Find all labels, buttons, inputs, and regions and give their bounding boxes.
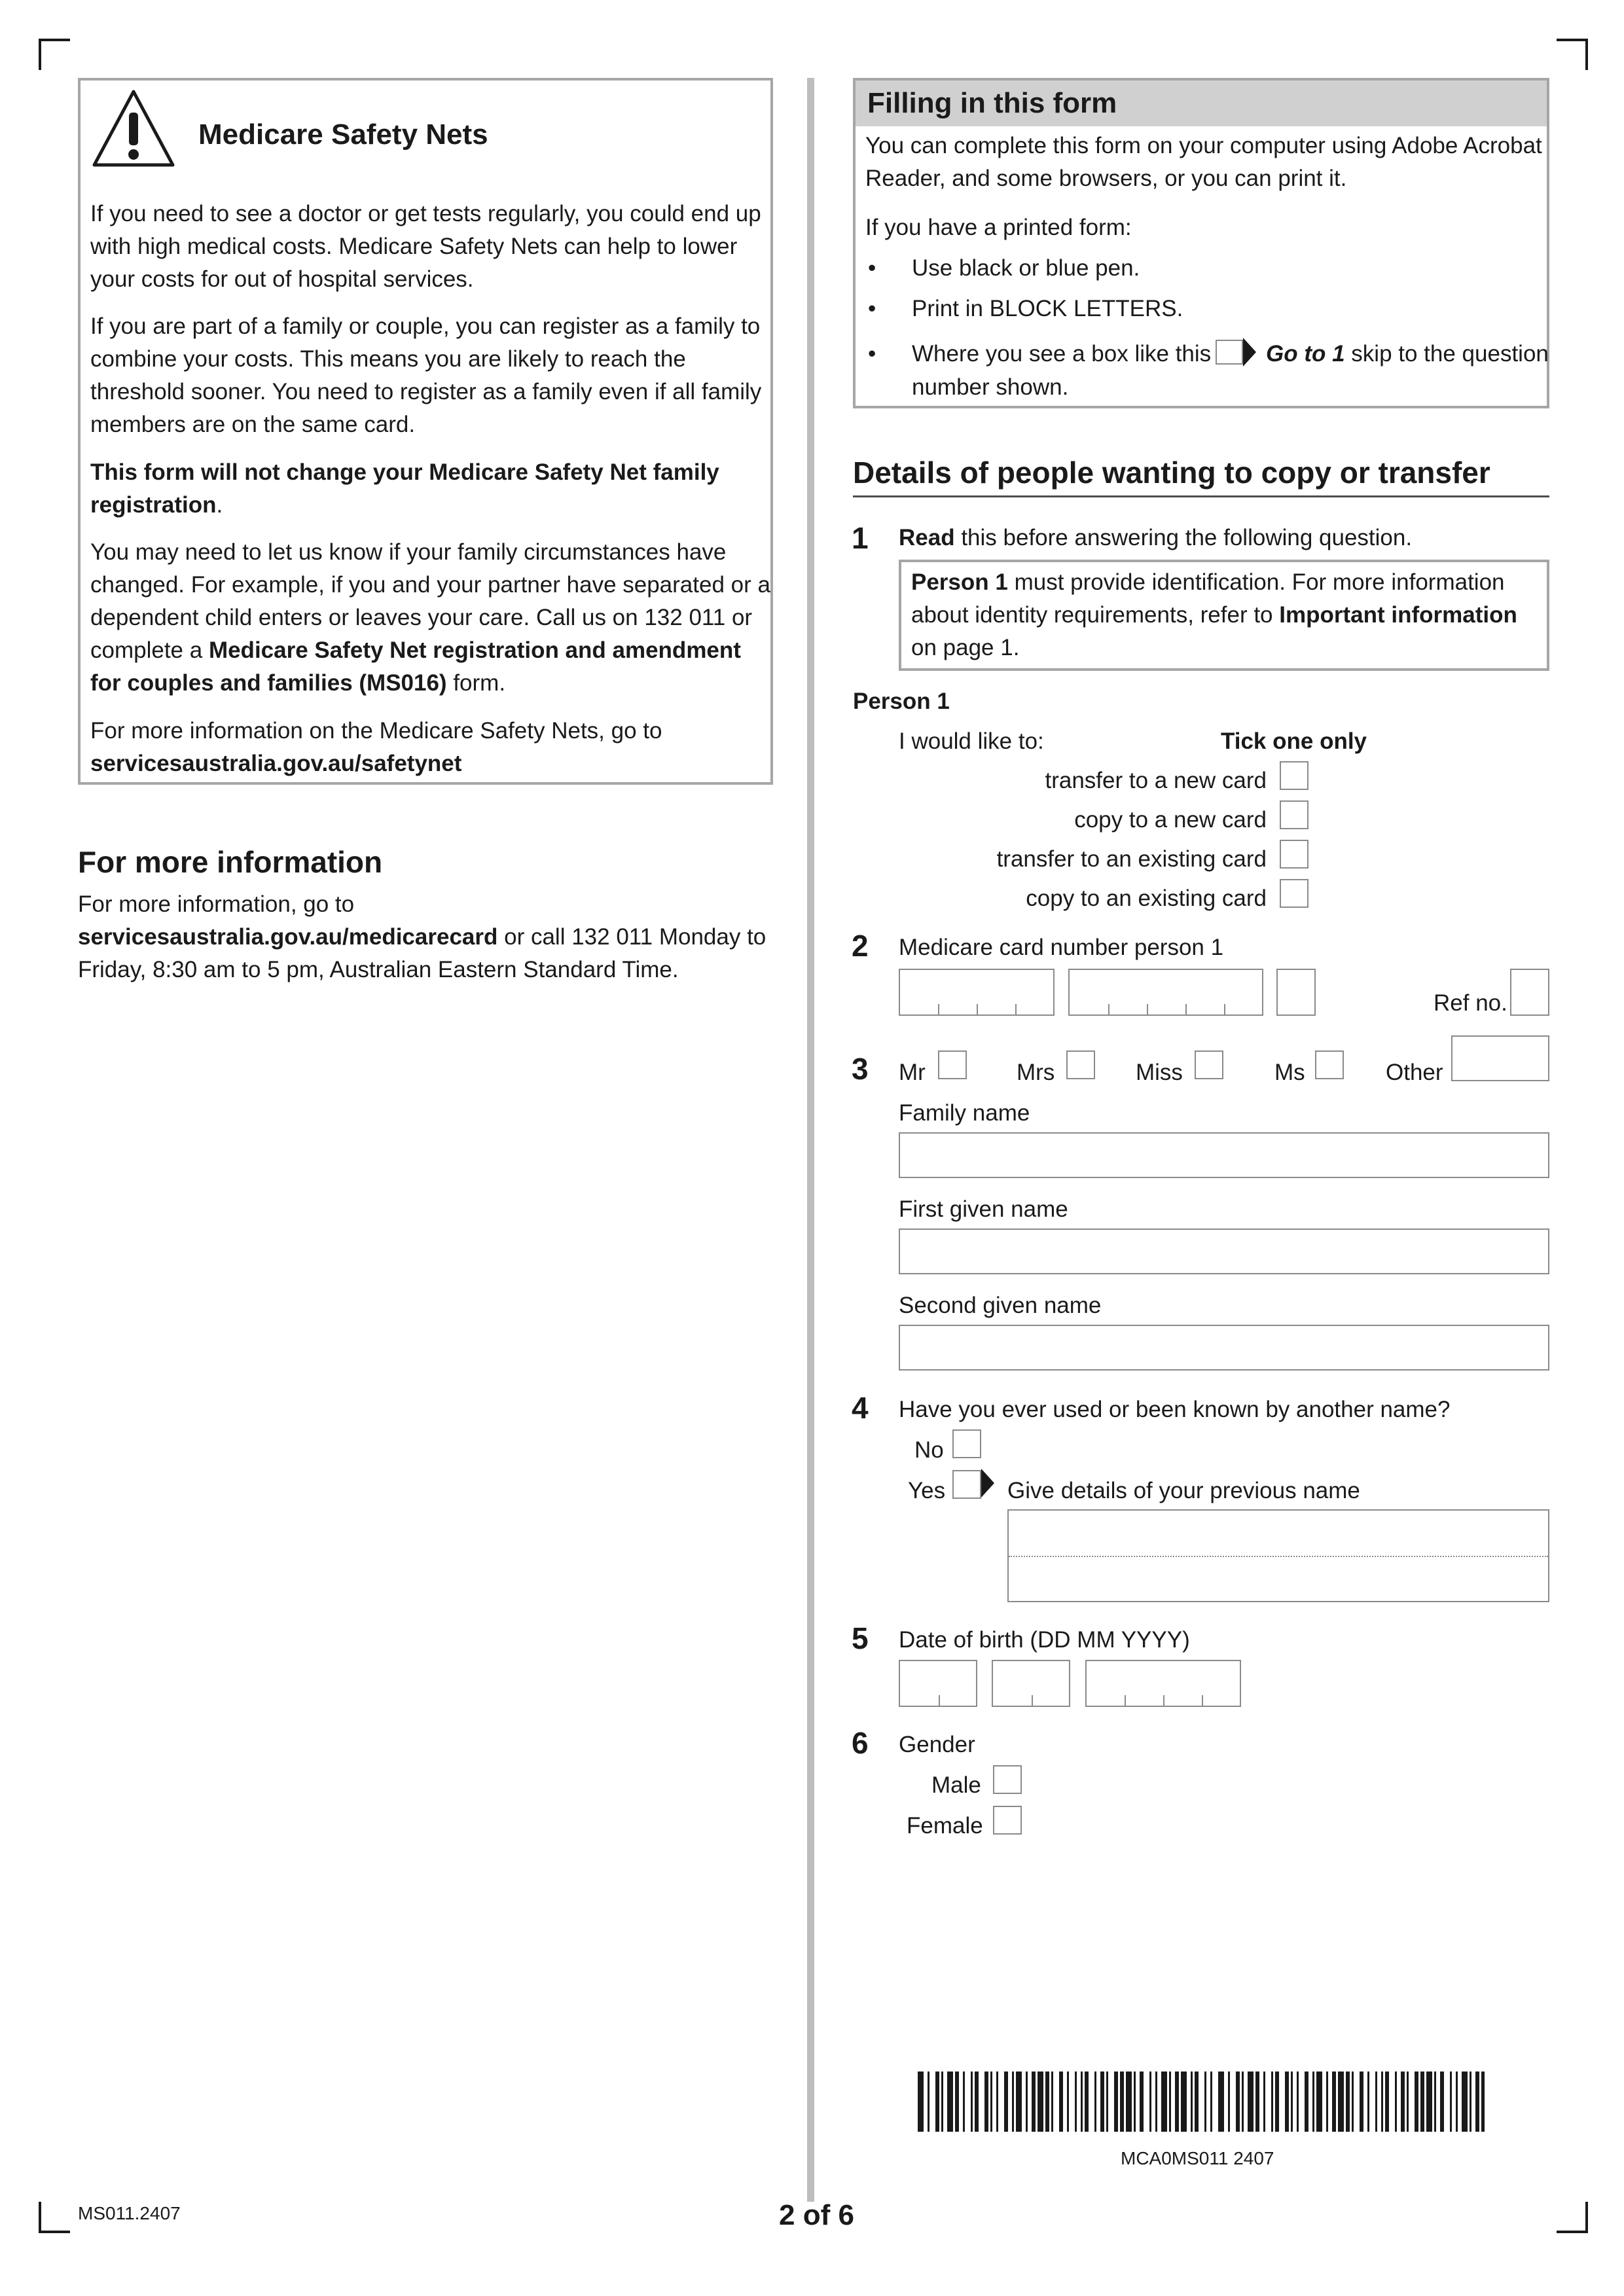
barcode-bar [1155,2072,1157,2132]
barcode-bar [1462,2072,1468,2132]
crop-mark-bottom-left [39,2202,70,2233]
barcode-bar [1081,2072,1083,2132]
barcode-bar [1161,2072,1167,2132]
medicare-number-part-3[interactable] [1276,969,1316,1016]
barcode-bar [947,2072,953,2132]
medicare-number-part-2[interactable] [1068,969,1263,1016]
option-copy-new-label: copy to a new card [1074,807,1267,833]
medicare-number-part-1[interactable] [899,969,1055,1016]
barcode-bar [1470,2072,1471,2132]
go-to-instruction: Go to 1 skip to the question [1266,341,1549,367]
option-copy-existing-label: copy to an existing card [1026,886,1267,911]
dob-month-field[interactable] [992,1660,1070,1707]
barcode-bar [1210,2072,1212,2132]
barcode-bar [1236,2072,1240,2132]
barcode-bar [1012,2072,1014,2132]
title-other-label: Other [1386,1060,1443,1085]
safety-nets-paragraph-3: This form will not change your Medicare Safety Net family registration. [90,459,719,518]
question-4-number: 4 [852,1391,869,1425]
other-name-label: Have you ever used or been known by another name? [899,1397,1451,1422]
safety-nets-paragraph-5: For more information on the Medicare Safety Nets, go to servicesaustralia.gov.au/safetynet [90,718,662,776]
more-info-title: For more information [78,845,383,879]
crop-mark-bottom-right [1557,2202,1588,2233]
barcode-bar [996,2072,998,2132]
barcode-bar [1032,2072,1036,2132]
bullet-box-like-this: Where you see a box like this [912,341,1212,367]
question-2-number: 2 [852,929,869,963]
more-info-paragraph: For more information, go to servicesaustralia.gov.au/medicarecard or call 132 011 Monday to Friday, 8:30 am to 5 pm, Australian Eastern Standard Time. [78,891,767,982]
second-given-name-field[interactable] [899,1325,1549,1371]
barcode-bar [990,2072,992,2132]
barcode-bar [1169,2072,1171,2132]
option-transfer-existing-checkbox[interactable] [1280,840,1308,869]
barcode-bar [975,2072,979,2132]
barcode-bar [1434,2072,1436,2132]
medicare-number-label: Medicare card number person 1 [899,935,1224,960]
barcode-bar [1026,2072,1028,2132]
barcode-bar [1120,2072,1124,2132]
barcode-bar [1175,2072,1179,2132]
barcode-bar [1100,2072,1104,2132]
barcode-bar [1346,2072,1350,2132]
safety-nets-title: Medicare Safety Nets [198,118,488,151]
barcode-bar [1045,2072,1049,2132]
barcode-bar [1352,2072,1354,2132]
barcode-bar [1312,2072,1314,2132]
family-name-field[interactable] [899,1132,1549,1178]
barcode-bar [1395,2072,1397,2132]
other-name-no-checkbox[interactable] [952,1429,981,1458]
barcode-bar [1285,2072,1289,2132]
option-transfer-new-checkbox[interactable] [1280,761,1308,790]
barcode-bar [1407,2072,1409,2132]
go-to-arrow-icon [981,1469,994,1498]
gender-label: Gender [899,1732,975,1757]
barcode-text: MCA0MS011 2407 [1121,2148,1274,2168]
bullet-pen: Use black or blue pen. [912,255,1140,281]
gender-female-label: Female [907,1813,983,1839]
barcode-bar [1067,2072,1069,2132]
barcode-bar [1426,2072,1432,2132]
barcode-bar [1228,2072,1230,2132]
barcode-bar [1149,2072,1151,2132]
barcode-bar [1316,2072,1322,2132]
previous-name-field[interactable] [1007,1509,1549,1602]
go-to-arrow-icon [1243,338,1256,367]
barcode-bar [963,2072,965,2132]
barcode-bar [1481,2072,1485,2132]
title-other-field[interactable] [1451,1035,1549,1081]
barcode-bar [1106,2072,1108,2132]
safety-nets-paragraph-1: If you need to see a doctor or get tests regularly, you could end up with high medical costs. Medicare Safety Nets can help to lower your costs for out of hospital services. [90,201,761,292]
barcode-bar [1440,2072,1444,2132]
title-mrs-checkbox[interactable] [1066,1050,1095,1079]
question-3-number: 3 [852,1052,869,1086]
first-given-name-label: First given name [899,1196,1068,1222]
barcode-bar [1181,2072,1187,2132]
barcode-bar [1191,2072,1193,2132]
barcode-bar [1085,2072,1089,2132]
question-5-number: 5 [852,1621,869,1655]
question-6-number: 6 [852,1726,869,1760]
family-name-label: Family name [899,1100,1030,1126]
barcode-bar [971,2072,973,2132]
barcode-bar [1218,2072,1224,2132]
barcode-bar [1204,2072,1206,2132]
barcode-bar [1381,2072,1383,2132]
would-like-label: I would like to: [899,728,1044,754]
crop-mark-top-right [1557,39,1588,70]
barcode-bar [1360,2072,1363,2132]
details-rule [853,495,1549,497]
option-copy-existing-checkbox[interactable] [1280,879,1308,908]
dob-day-field[interactable] [899,1660,977,1707]
dob-year-field[interactable] [1085,1660,1241,1707]
barcode-bar [1059,2072,1063,2132]
barcode-bar [1275,2072,1279,2132]
barcode-bar [1255,2072,1259,2132]
barcode-bar [918,2072,924,2132]
barcode-bar [1415,2072,1418,2132]
barcode-bar [1051,2072,1053,2132]
barcode-bar [1248,2072,1254,2132]
barcode-bar [1263,2072,1265,2132]
barcode-bar [1305,2072,1308,2132]
form-code: MS011.2407 [78,2203,181,2223]
first-given-name-field[interactable] [899,1229,1549,1274]
barcode-bar [984,2072,988,2132]
identification-note: Person 1 must provide identification. For more information about identity requirements, refer to Important information on page 1. [911,569,1517,660]
barcode-bar [1004,2072,1008,2132]
barcode-bar [1450,2072,1452,2132]
barcode-bar [1385,2072,1389,2132]
barcode-bar [1367,2072,1369,2132]
title-miss-checkbox[interactable] [1195,1050,1223,1079]
barcode-bar [1475,2072,1479,2132]
question-1-number: 1 [852,521,869,555]
gender-male-label: Male [931,1772,981,1798]
bullet-dot: • [868,341,876,367]
barcode-bar [1114,2072,1118,2132]
barcode-bar [1297,2072,1299,2132]
barcode [918,2072,1487,2132]
bullet-dot: • [868,296,876,321]
example-checkbox [1216,340,1243,365]
safety-nets-paragraph-4: You may need to let us know if your family circumstances have changed. For example, if you and your partner have separated or a dependent child enters or leaves your care. Call us on 132 011 or complete a Medicare Safety Net registration and amendment for couples and families (MS016) form. [90,539,770,696]
barcode-bar [1456,2072,1458,2132]
person-1-label: Person 1 [853,689,950,714]
medicare-card-link[interactable]: servicesaustralia.gov.au/medicarecard [78,924,498,950]
barcode-bar [935,2072,939,2132]
option-copy-new-checkbox[interactable] [1280,800,1308,829]
title-mr-label: Mr [899,1060,926,1085]
question-1-read: Read this before answering the following question. [899,525,1413,550]
page-number: 2 of 6 [779,2199,854,2231]
barcode-bar [1126,2072,1132,2132]
other-name-yes-label: Yes [908,1478,946,1503]
barcode-bar [1420,2072,1424,2132]
other-name-no-label: No [914,1437,944,1463]
bullet-block-letters: Print in BLOCK LETTERS. [912,296,1183,321]
gender-male-checkbox[interactable] [993,1765,1022,1794]
barcode-bar [1291,2072,1293,2132]
warning-icon [90,88,177,169]
bullet-number-shown: number shown. [912,374,1069,400]
barcode-bar [1332,2072,1336,2132]
title-ms-checkbox[interactable] [1315,1050,1344,1079]
barcode-bar [928,2072,929,2132]
barcode-bar [1242,2072,1244,2132]
barcode-bar [1195,2072,1199,2132]
crop-mark-top-left [39,39,70,70]
barcode-bar [1094,2072,1096,2132]
filling-intro: You can complete this form on your computer using Adobe Acrobat Reader, and some browsers, or you can print it. [865,133,1542,191]
barcode-bar [1338,2072,1344,2132]
title-ms-label: Ms [1274,1060,1305,1085]
option-transfer-new-label: transfer to a new card [1045,768,1267,793]
second-given-name-label: Second given name [899,1293,1102,1318]
barcode-bar [1271,2072,1273,2132]
title-mrs-label: Mrs [1017,1060,1055,1085]
barcode-bar [1016,2072,1022,2132]
barcode-bar [1038,2072,1043,2132]
barcode-bar [1401,2072,1405,2132]
barcode-bar [1134,2072,1136,2132]
bullet-dot: • [868,255,876,281]
tick-one-only: Tick one only [1221,728,1367,754]
barcode-bar [1326,2072,1328,2132]
safety-net-link[interactable]: servicesaustralia.gov.au/safetynet [90,751,462,776]
gender-female-checkbox[interactable] [993,1806,1022,1835]
barcode-bar [941,2072,943,2132]
other-name-yes-checkbox[interactable] [952,1470,981,1499]
barcode-bar [1375,2072,1377,2132]
date-of-birth-label: Date of birth (DD MM YYYY) [899,1627,1190,1653]
column-divider [807,78,814,2202]
details-title: Details of people wanting to copy or transfer [853,456,1490,490]
barcode-bar [1075,2072,1077,2132]
title-mr-checkbox[interactable] [938,1050,967,1079]
option-transfer-existing-label: transfer to an existing card [996,846,1267,872]
ref-no-field[interactable] [1510,969,1549,1016]
ref-no-label: Ref no. [1434,990,1507,1016]
barcode-bar [955,2072,959,2132]
filling-title: Filling in this form [856,81,1547,126]
previous-name-label: Give details of your previous name [1007,1478,1360,1503]
filling-printed: If you have a printed form: [865,215,1132,240]
safety-nets-paragraph-2: If you are part of a family or couple, you can register as a family to combine your costs. This means you are likely to reach the threshold sooner. You need to register as a family even if all family members are on the same card. [90,314,762,437]
title-miss-label: Miss [1136,1060,1183,1085]
barcode-bar [1140,2072,1144,2132]
